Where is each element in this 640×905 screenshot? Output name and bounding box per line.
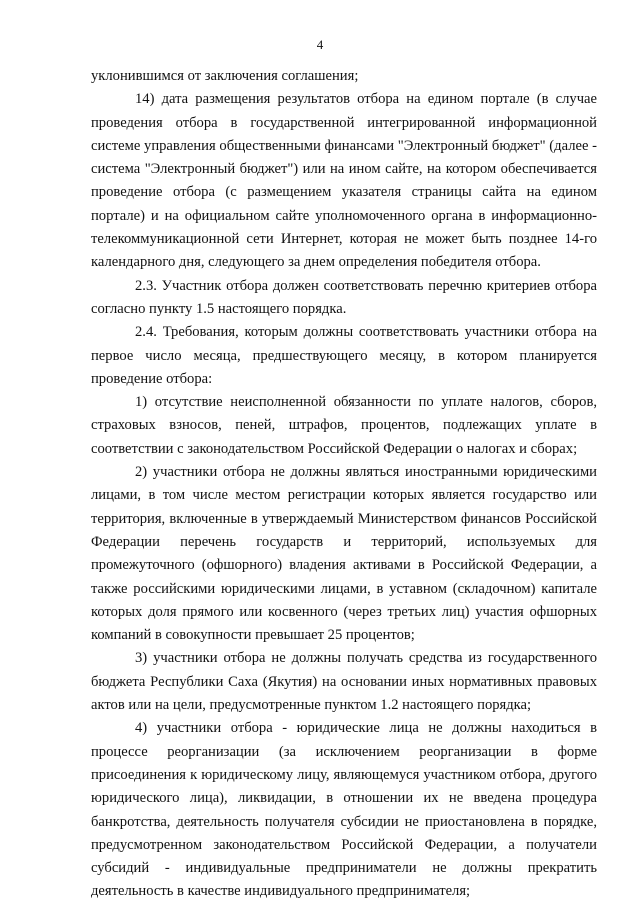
paragraph-item-3: 3) участники отбора не должны получать средства из государственного бюджета Республики Саха (Якутия) на основании иных нормативных правовых актов или на цели, предусмотренные пунктом 1.2 настоящего порядка; xyxy=(91,650,597,714)
paragraph-continuation: уклонившимся от заключения соглашения; xyxy=(91,68,359,84)
paragraph-item-2: 2) участники отбора не должны являться иностранными юридическими лицами, в том числе местом регистрации которых является государство или территория, включенные в утверждаемый Министерством финансов Российской Федерации перечень государств и территорий, используемых для промежуточного (офшорного) владения активами в Российской Федерации, а также российскими юридическими лицами, в уставном (складочном) капитале которых доля прямого или косвенного (через третьих лиц) участия офшорных компаний в совокупности превышает 25 процентов; xyxy=(91,464,597,644)
document-body xyxy=(91,65,597,904)
paragraph-2-3: 2.3. Участник отбора должен соответствовать перечню критериев отбора согласно пункту 1.5 настоящего порядка. xyxy=(91,277,597,317)
paragraph-2-4: 2.4. Требования, которым должны соответствовать участники отбора на первое число месяца, предшествующего месяцу, в котором планируется проведение отбора: xyxy=(91,324,597,387)
page-number: 4 xyxy=(316,37,324,52)
paragraph-item-14: 14) дата размещения результатов отбора на едином портале (в случае проведения отбора в государственной интегрированной информационной системе управления общественными финансами "Электронный бюджет" (далее - система "Электронный бюджет") или на ином сайте, на котором обеспечивается проведение отбора (с размещением указателя страницы сайта на едином портале) и на официальном сайте уполномоченного органа в информационно-телекоммуникационной сети Интернет, которая не может быть позднее 14-го календарного дня, следующего за днем определения победителя отбора. xyxy=(91,91,597,271)
paragraph-item-1: 1) отсутствие неисполненной обязанности по уплате налогов, сборов, страховых взносов, пеней, штрафов, процентов, подлежащих уплате в соответствии с законодательством Российской Федерации о налогах и сборах; xyxy=(91,394,597,457)
paragraph-item-4: 4) участники отбора - юридические лица не должны находиться в процессе реорганизации (за исключением реорганизации в форме присоединения к юридическому лицу, являющемуся участником отбора, другого юридического лица), ликвидации, в отношении их не введена процедура банкротства, деятельность получателя субсидии не приостановлена в порядке, предусмотренном законодательством Российской Федерации, а получатели субсидий - индивидуальные предприниматели не должны прекратить деятельность в качестве индивидуального предпринимателя; xyxy=(91,720,597,900)
